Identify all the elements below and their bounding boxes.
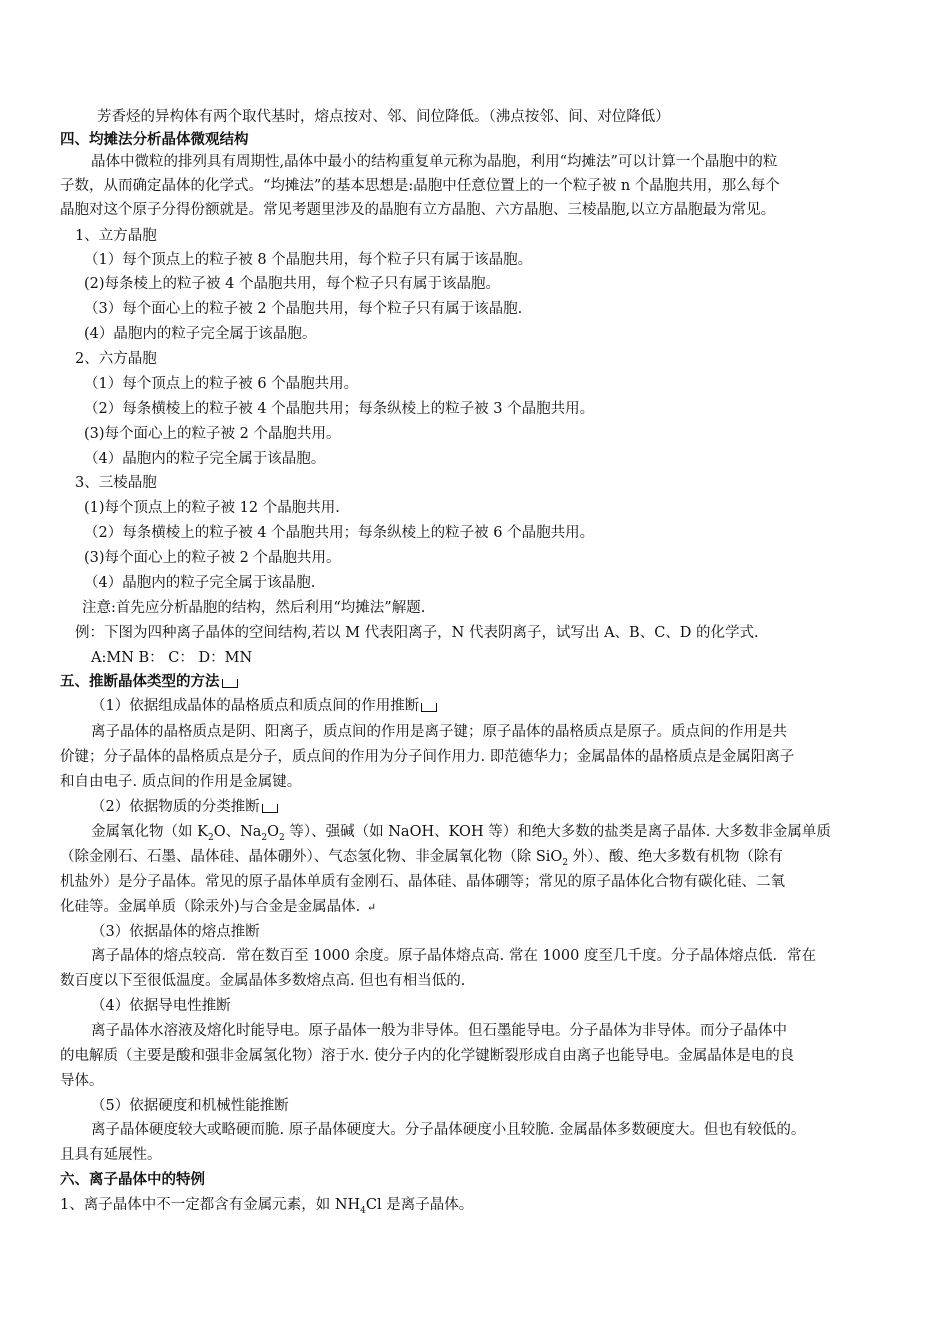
paragraph-return-icon: ↵ (366, 901, 377, 914)
list-item: (4）晶胞内的粒子完全属于该晶胞。 (84, 326, 317, 342)
paragraph-line: 子数，从而确定晶体的化学式。“均摊法”的基本思想是:晶胞中任意位置上的一个粒子被 n 个晶胞共用，那么每个 (60, 178, 780, 194)
paragraph-mark-icon (222, 679, 238, 688)
heading-section-6: 六、离子晶体中的特例 (60, 1172, 205, 1188)
list-item: (3)每个面心上的粒子被 2 个晶胞共用。 (84, 550, 341, 566)
paragraph-line: 晶体中微粒的排列具有周期性,晶体中最小的结构重复单元称为晶胞，利用“均摊法”可以计算一个晶胞中的粒 (91, 154, 778, 170)
paragraph-line: 数百度以下至很低温度。金属晶体多数熔点高. 但也有相当低的. (60, 973, 466, 989)
text-run: 等）、强碱（如 NaOH、KOH 等）和绝大多数的盐类是离子晶体. 大多数非金属单质 (284, 824, 831, 840)
subheading-cubic-cell: 1、立方晶胞 (75, 228, 157, 244)
list-item: （1）每个顶点上的粒子被 8 个晶胞共用，每个粒子只有属于该晶胞。 (84, 252, 533, 268)
paragraph-mark-icon (262, 804, 278, 813)
example-line: 例：下图为四种离子晶体的空间结构,若以 M 代表阳离子，N 代表阴离子，试写出 A、B、C、D 的化学式. (75, 625, 759, 641)
list-item: （2）每条横棱上的粒子被 4 个晶胞共用；每条纵棱上的粒子被 6 个晶胞共用。 (84, 525, 595, 541)
subheading-criterion-3: （3）依据晶体的熔点推断 (91, 924, 260, 940)
subscript: 2 (261, 832, 268, 843)
list-item: （4）晶胞内的粒子完全属于该晶胞. (84, 575, 316, 591)
text-run: 外）、酸、绝大多数有机物（除有 (568, 849, 783, 865)
text-run: O (267, 824, 280, 840)
text-run: 金属氧化物（如 K (91, 824, 208, 840)
subheading-criterion-2 (91, 797, 278, 817)
subheading-text: （2）依据物质的分类推断 (91, 799, 260, 815)
paragraph-mark-icon (421, 703, 437, 712)
subheading-hexagonal-cell: 2、六方晶胞 (75, 351, 157, 367)
paragraph-line: 的电解质（主要是酸和强非金属氢化物）溶于水. 使分子内的化学键断裂形成自由离子也能导电。金属晶体是电的良 (60, 1048, 795, 1064)
list-item: （3）每个面心上的粒子被 2 个晶胞共用，每个粒子只有属于该晶胞. (84, 301, 523, 317)
paragraph-line: 离子晶体硬度较大或略硬而脆. 原子晶体硬度大。分子晶体硬度小且较脆. 金属晶体多数硬度大。但也有较低的。 (91, 1122, 806, 1138)
list-item: （2）每条横棱上的粒子被 4 个晶胞共用；每条纵棱上的粒子被 3 个晶胞共用。 (84, 401, 595, 417)
paragraph-line: 离子晶体的熔点较高．常在数百至 1000 余度。原子晶体熔点高. 常在 1000 度至几千度。分子晶体熔点低．常在 (91, 948, 816, 964)
paragraph-line: 离子晶体水溶液及熔化时能导电。原子晶体一般为非导体。但石墨能导电。分子晶体为非导体。而分子晶体中 (91, 1023, 787, 1039)
subheading-criterion-1 (91, 696, 437, 716)
paragraph-line (60, 897, 376, 918)
paragraph-line: 价键；分子晶体的晶格质点是分子，质点间的作用为分子间作用力. 即范德华力；金属晶体的晶格质点是金属阳离子 (60, 749, 795, 765)
paragraph-line: 和自由电子. 质点间的作用是金属键。 (60, 774, 302, 790)
text-run: 1、离子晶体中不一定都含有金属元素，如 NH (60, 1197, 361, 1213)
paragraph-line: 且具有延展性。 (60, 1147, 162, 1163)
list-item: (1)每个顶点上的粒子被 12 个晶胞共用. (84, 500, 340, 516)
subscript: 2 (279, 832, 285, 843)
subheading-text: （1）依据组成晶体的晶格质点和质点间的作用推断 (91, 698, 420, 714)
text-run: Cl 是离子晶体。 (365, 1197, 474, 1213)
subscript: 4 (360, 1205, 366, 1216)
paragraph-line (60, 847, 783, 873)
paragraph-line: 机盐外）是分子晶体。常见的原子晶体单质有金刚石、晶体硅、晶体硼等；常见的原子晶体化合物有碳化硅、二氧 (60, 874, 785, 890)
subscript: 2 (207, 832, 214, 843)
subheading-trigonal-cell: 3、三棱晶胞 (75, 475, 157, 491)
paragraph-aromatic-isomers: 芳香烃的异构体有两个取代基时，熔点按对、邻、间位降低。（沸点按邻、间、对位降低） (97, 109, 670, 125)
subheading-criterion-5: （5）依据硬度和机械性能推断 (91, 1098, 289, 1114)
heading-text: 五、推断晶体类型的方法 (60, 674, 220, 690)
text-run: 化硅等。金属单质（除汞外)与合金是金属晶体. (60, 899, 365, 915)
list-item: (2)每条棱上的粒子被 4 个晶胞共用，每个粒子只有属于该晶胞。 (84, 276, 500, 292)
text-run: O、Na (213, 824, 262, 840)
heading-section-5 (60, 672, 238, 692)
paragraph-line: 晶胞对这个原子分得份额就是。常见考题里涉及的晶胞有立方晶胞、六方晶胞、三棱晶胞,以立方晶胞最为常见。 (60, 202, 776, 218)
list-item: （1）每个顶点上的粒子被 6 个晶胞共用。 (84, 376, 359, 392)
subheading-criterion-4: （4）依据导电性推断 (91, 998, 231, 1014)
paragraph-line: 导体。 (60, 1073, 104, 1089)
list-item: （4）晶胞内的粒子完全属于该晶胞。 (84, 451, 326, 467)
example-answer: A:MN B： C： D：MN (91, 650, 253, 666)
list-item: (3)每个面心上的粒子被 2 个晶胞共用。 (84, 426, 341, 442)
paragraph-line (60, 1195, 473, 1221)
paragraph-line (91, 822, 831, 848)
paragraph-line: 离子晶体的晶格质点是阴、阳离子，质点间的作用是离子键；原子晶体的晶格质点是原子。质点间的作用是共 (91, 724, 787, 740)
text-run: （除金刚石、石墨、晶体硅、晶体硼外）、气态氢化物、非金属氧化物（除 SiO (60, 849, 563, 865)
subscript: 2 (562, 857, 569, 868)
note-line: 注意:首先应分析晶胞的结构，然后利用“均摊法”解题. (82, 600, 426, 616)
heading-section-4: 四、均摊法分析晶体微观结构 (60, 132, 249, 148)
